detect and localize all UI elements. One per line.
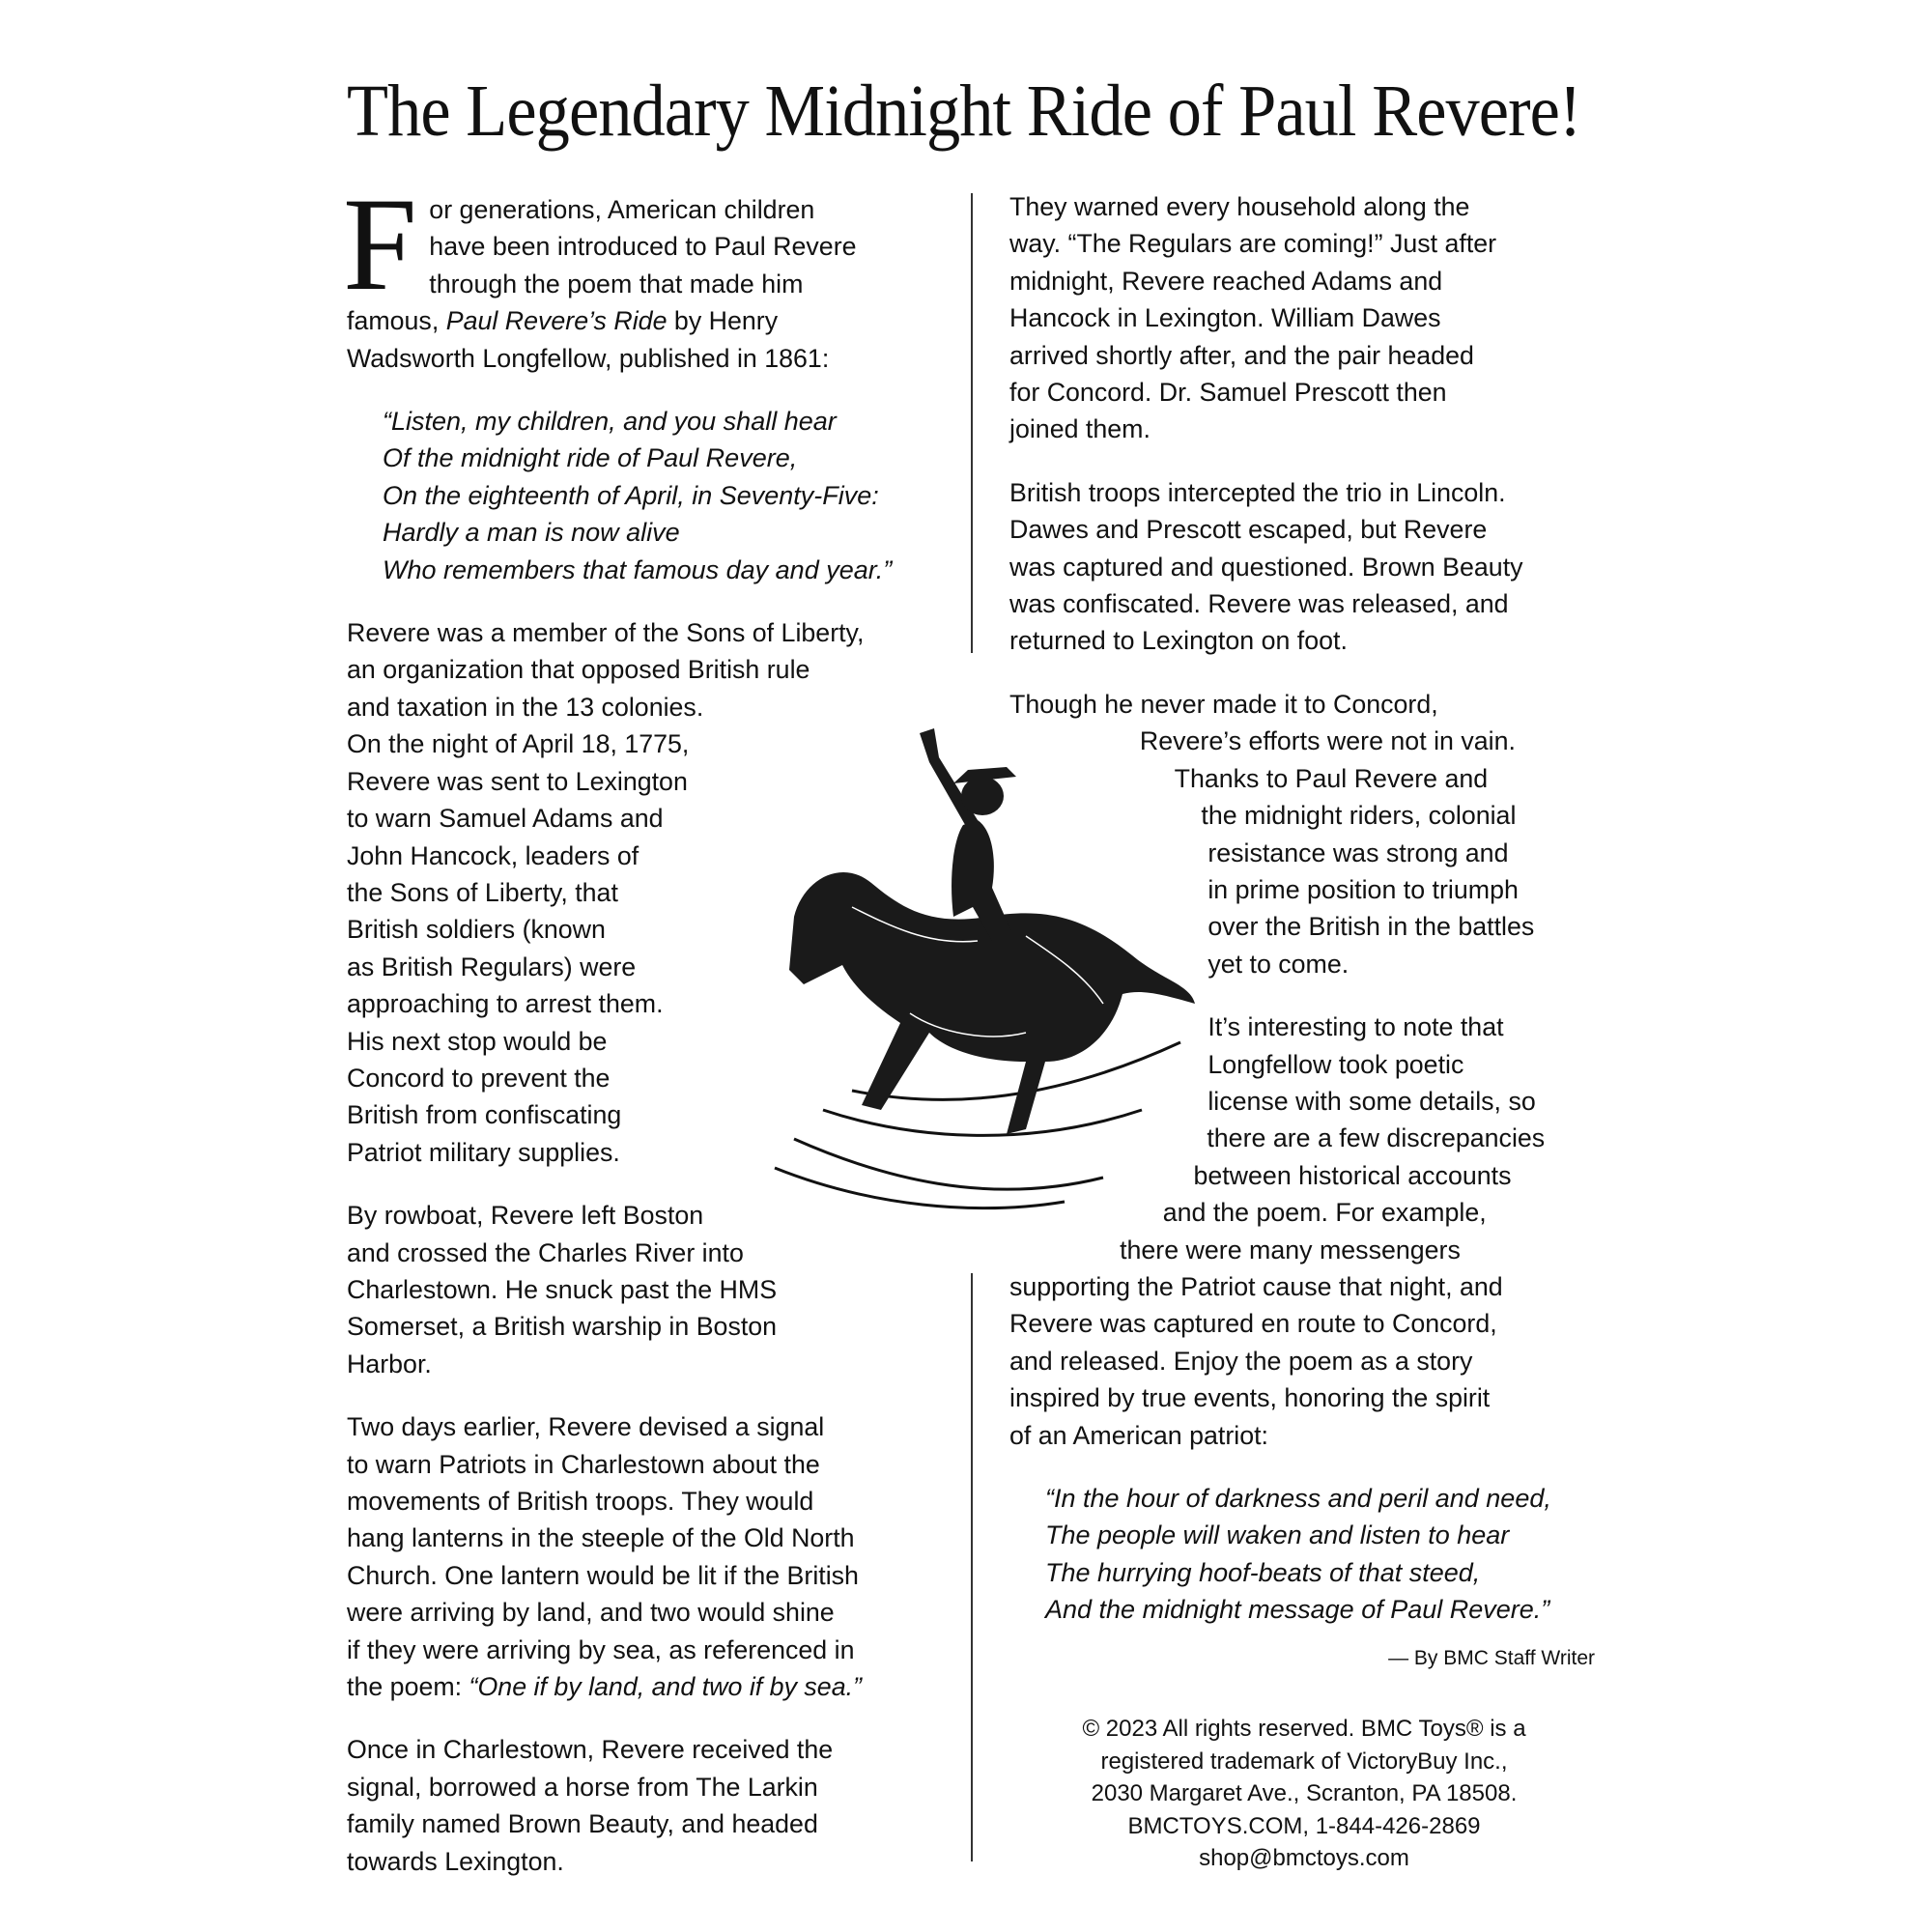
- line-text: there were many messengers: [1120, 1235, 1461, 1264]
- line-text: John Hancock, leaders of: [347, 840, 639, 870]
- line-text: Concord to prevent the: [347, 1063, 611, 1093]
- line-text: British from confiscating: [347, 1100, 622, 1130]
- line-text: Though he never made it to Concord,: [1009, 689, 1438, 719]
- text-line: [1009, 511, 1604, 548]
- line-text: They warned every household along the: [1009, 192, 1470, 221]
- column-divider-bottom: [971, 1273, 973, 1861]
- line-text: On the night of April 18, 1775,: [347, 729, 690, 759]
- line-text: to warn Samuel Adams and: [347, 804, 664, 834]
- line-text: British soldiers (known: [347, 915, 606, 945]
- text-line: [347, 1557, 941, 1594]
- text-line: [347, 1446, 941, 1483]
- paragraph: [347, 191, 946, 377]
- text-line: [383, 477, 946, 514]
- text-line: [347, 1271, 941, 1308]
- line-text: Wadsworth Longfellow, published in 1861:: [347, 343, 830, 373]
- text-line: [1045, 1480, 1608, 1517]
- text-line: [1009, 686, 1604, 723]
- italic-title: “One if by land, and two if by sea.”: [469, 1672, 862, 1702]
- line-text: Who remembers that famous day and year.”: [383, 554, 893, 584]
- line-text: was captured and questioned. Brown Beauty: [1009, 552, 1523, 582]
- line-text: Revere was captured en route to Concord,: [1009, 1309, 1497, 1339]
- text-line: [1009, 188, 1604, 225]
- line-text: Somerset, a British warship in Boston: [347, 1312, 778, 1342]
- paragraph: [347, 1731, 946, 1880]
- line-text: for Concord. Dr. Samuel Prescott then: [1009, 378, 1447, 408]
- text-line: [347, 228, 941, 265]
- text-line: [347, 1805, 941, 1842]
- text-line: [383, 403, 946, 440]
- line-text: have been introduced to Paul Revere: [429, 232, 857, 262]
- paragraph: [347, 1197, 946, 1382]
- line-text: or generations, American children: [429, 195, 815, 224]
- text-line: [347, 1731, 941, 1768]
- drop-cap: F: [343, 170, 417, 318]
- line-text: Patriot military supplies.: [347, 1137, 620, 1167]
- line-text: resistance was strong and: [1208, 838, 1509, 867]
- text-line: [347, 1520, 941, 1556]
- text-line: [1009, 1417, 1604, 1454]
- text-line: [347, 191, 941, 228]
- text-line: [1009, 1379, 1604, 1416]
- text-line: [347, 1632, 941, 1668]
- line-text: Revere’s efforts were not in vain.: [1139, 726, 1516, 756]
- line-text: the Sons of Liberty, that: [347, 877, 618, 907]
- line-text: and released. Enjoy the poem as a story: [1009, 1346, 1473, 1376]
- footer: [1024, 1713, 1584, 1875]
- line-text: through the poem that made him: [429, 269, 804, 298]
- line-text: signal, borrowed a horse from The Larkin: [347, 1772, 818, 1802]
- line-text: famous,: [347, 306, 446, 336]
- line-text: By rowboat, Revere left Boston: [347, 1201, 704, 1231]
- line-text: movements of British troops. They would: [347, 1487, 814, 1516]
- line-text: Harbor.: [347, 1349, 432, 1378]
- line-text: yet to come.: [1208, 949, 1350, 979]
- text-line: [1009, 411, 1604, 447]
- line-text: Revere was sent to Lexington: [347, 766, 688, 796]
- footer-line: 2030 Margaret Ave., Scranton, PA 18508.: [1091, 1780, 1518, 1806]
- line-text: of an American patriot:: [1009, 1420, 1268, 1450]
- line-text: to warn Patriots in Charlestown about the: [347, 1449, 820, 1479]
- text-line: [347, 1346, 941, 1382]
- text-line: [1009, 263, 1604, 299]
- line-text: the midnight riders, colonial: [1201, 801, 1517, 831]
- page-title: The Legendary Midnight Ride of Paul Revere!: [347, 71, 1581, 152]
- text-line: [1009, 1268, 1604, 1305]
- text-line: [1009, 1232, 1604, 1268]
- text-line: [347, 1594, 941, 1631]
- line-text: midnight, Revere reached Adams and: [1009, 266, 1443, 296]
- text-line: [1009, 549, 1604, 585]
- text-line: [347, 1408, 941, 1445]
- line-text: And the midnight message of Paul Revere.”: [1045, 1595, 1550, 1625]
- line-text: between historical accounts: [1193, 1160, 1512, 1190]
- footer-line: BMCTOYS.COM, 1-844-426-2869: [1127, 1812, 1481, 1839]
- poem-quote: [1009, 1480, 1608, 1629]
- text-line: [383, 552, 946, 588]
- line-text: Hancock in Lexington. William Dawes: [1009, 303, 1441, 333]
- footer-line: registered trademark of VictoryBuy Inc.,: [1100, 1747, 1508, 1775]
- text-line: [1009, 585, 1604, 622]
- line-text: Once in Charlestown, Revere received the: [347, 1735, 834, 1765]
- line-text: It’s interesting to note that: [1208, 1012, 1504, 1042]
- line-text: Thanks to Paul Revere and: [1174, 763, 1489, 793]
- line-text: if they were arriving by sea, as referenced in: [347, 1634, 855, 1664]
- line-text: British troops intercepted the trio in Lincoln.: [1009, 477, 1506, 507]
- line-text: and the poem. For example,: [1162, 1198, 1487, 1228]
- paul-revere-horse-illustration: [736, 724, 1195, 1218]
- line-text: in prime position to triumph: [1208, 874, 1519, 904]
- line-text: towards Lexington.: [347, 1846, 564, 1876]
- line-text: and taxation in the 13 colonies.: [347, 692, 704, 722]
- byline: — By BMC Staff Writer: [1388, 1647, 1595, 1669]
- line-text: the poem:: [347, 1672, 469, 1702]
- line-text: were arriving by land, and two would shine: [347, 1598, 835, 1628]
- text-line: [347, 614, 941, 651]
- line-text: Church. One lantern would be lit if the British: [347, 1560, 859, 1590]
- line-text: returned to Lexington on foot.: [1009, 626, 1348, 656]
- line-text: Hardly a man is now alive: [383, 518, 680, 548]
- line-text: an organization that opposed British rule: [347, 655, 810, 685]
- paragraph: [347, 1408, 946, 1705]
- text-line: [1009, 1305, 1604, 1342]
- line-text: “In the hour of darkness and peril and need,: [1045, 1484, 1551, 1513]
- line-text: “Listen, my children, and you shall hear: [383, 407, 837, 437]
- line-text: way. “The Regulars are coming!” Just after: [1009, 229, 1497, 259]
- text-line: [347, 1235, 941, 1271]
- ground-hatching: [775, 1042, 1180, 1208]
- line-text: over the British in the battles: [1208, 912, 1535, 942]
- text-line: [1009, 337, 1604, 374]
- line-text: The people will waken and listen to hear: [1045, 1520, 1510, 1550]
- text-line: [1009, 1343, 1604, 1379]
- line-text: was confiscated. Revere was released, and: [1009, 589, 1509, 619]
- text-line: [1009, 622, 1604, 659]
- text-line: [347, 689, 941, 725]
- line-text: joined them.: [1009, 414, 1151, 444]
- text-line: [347, 340, 941, 377]
- text-line: [347, 266, 941, 302]
- text-line: [383, 440, 946, 476]
- column-divider-top: [971, 193, 973, 653]
- text-line: [347, 651, 941, 688]
- line-text: Revere was a member of the Sons of Liberty,: [347, 618, 865, 648]
- line-text: and crossed the Charles River into: [347, 1237, 744, 1267]
- line-text: inspired by true events, honoring the spirit: [1009, 1383, 1491, 1413]
- line-text: family named Brown Beauty, and headed: [347, 1809, 818, 1839]
- line-text: license with some details, so: [1208, 1086, 1536, 1116]
- text-line: [347, 1308, 941, 1345]
- text-line: [347, 302, 941, 339]
- text-line: [1009, 374, 1604, 411]
- footer-line: © 2023 All rights reserved. BMC Toys® is a: [1082, 1716, 1526, 1742]
- italic-title: Paul Revere’s Ride: [445, 306, 668, 336]
- text-line: [347, 1668, 941, 1705]
- poem-quote: [347, 403, 946, 588]
- text-line: [1045, 1591, 1608, 1628]
- line-text: approaching to arrest them.: [347, 989, 664, 1019]
- line-text: Charlestown. He snuck past the HMS: [347, 1274, 778, 1304]
- text-line: [1045, 1554, 1608, 1591]
- line-text: Two days earlier, Revere devised a signal: [347, 1412, 825, 1442]
- line-text: The hurrying hoof-beats of that steed,: [1045, 1557, 1481, 1587]
- line-text: as British Regulars) were: [347, 952, 637, 981]
- line-text: there are a few discrepancies: [1207, 1123, 1546, 1153]
- text-line: [1009, 225, 1604, 262]
- line-text: by Henry: [667, 306, 779, 336]
- line-text: Dawes and Prescott escaped, but Revere: [1009, 515, 1488, 545]
- line-text: arrived shortly after, and the pair headed: [1009, 340, 1474, 370]
- line-text: His next stop would be: [347, 1026, 608, 1056]
- text-line: [1009, 299, 1604, 336]
- line-text: hang lanterns in the steeple of the Old North: [347, 1523, 855, 1553]
- text-line: [347, 1769, 941, 1805]
- footer-email: shop@bmctoys.com: [1199, 1845, 1409, 1871]
- text-line: [1009, 474, 1604, 511]
- line-text: On the eighteenth of April, in Seventy-Five:: [383, 480, 879, 510]
- rider-head: [961, 777, 1004, 815]
- text-line: [347, 1483, 941, 1520]
- line-text: Of the midnight ride of Paul Revere,: [383, 443, 798, 473]
- text-line: [1045, 1517, 1608, 1553]
- line-text: Longfellow took poetic: [1208, 1049, 1464, 1079]
- text-line: [383, 514, 946, 551]
- paragraph: [1009, 188, 1608, 448]
- paragraph: [1009, 474, 1608, 660]
- text-line: [347, 1843, 941, 1880]
- line-text: supporting the Patriot cause that night, and: [1009, 1271, 1503, 1301]
